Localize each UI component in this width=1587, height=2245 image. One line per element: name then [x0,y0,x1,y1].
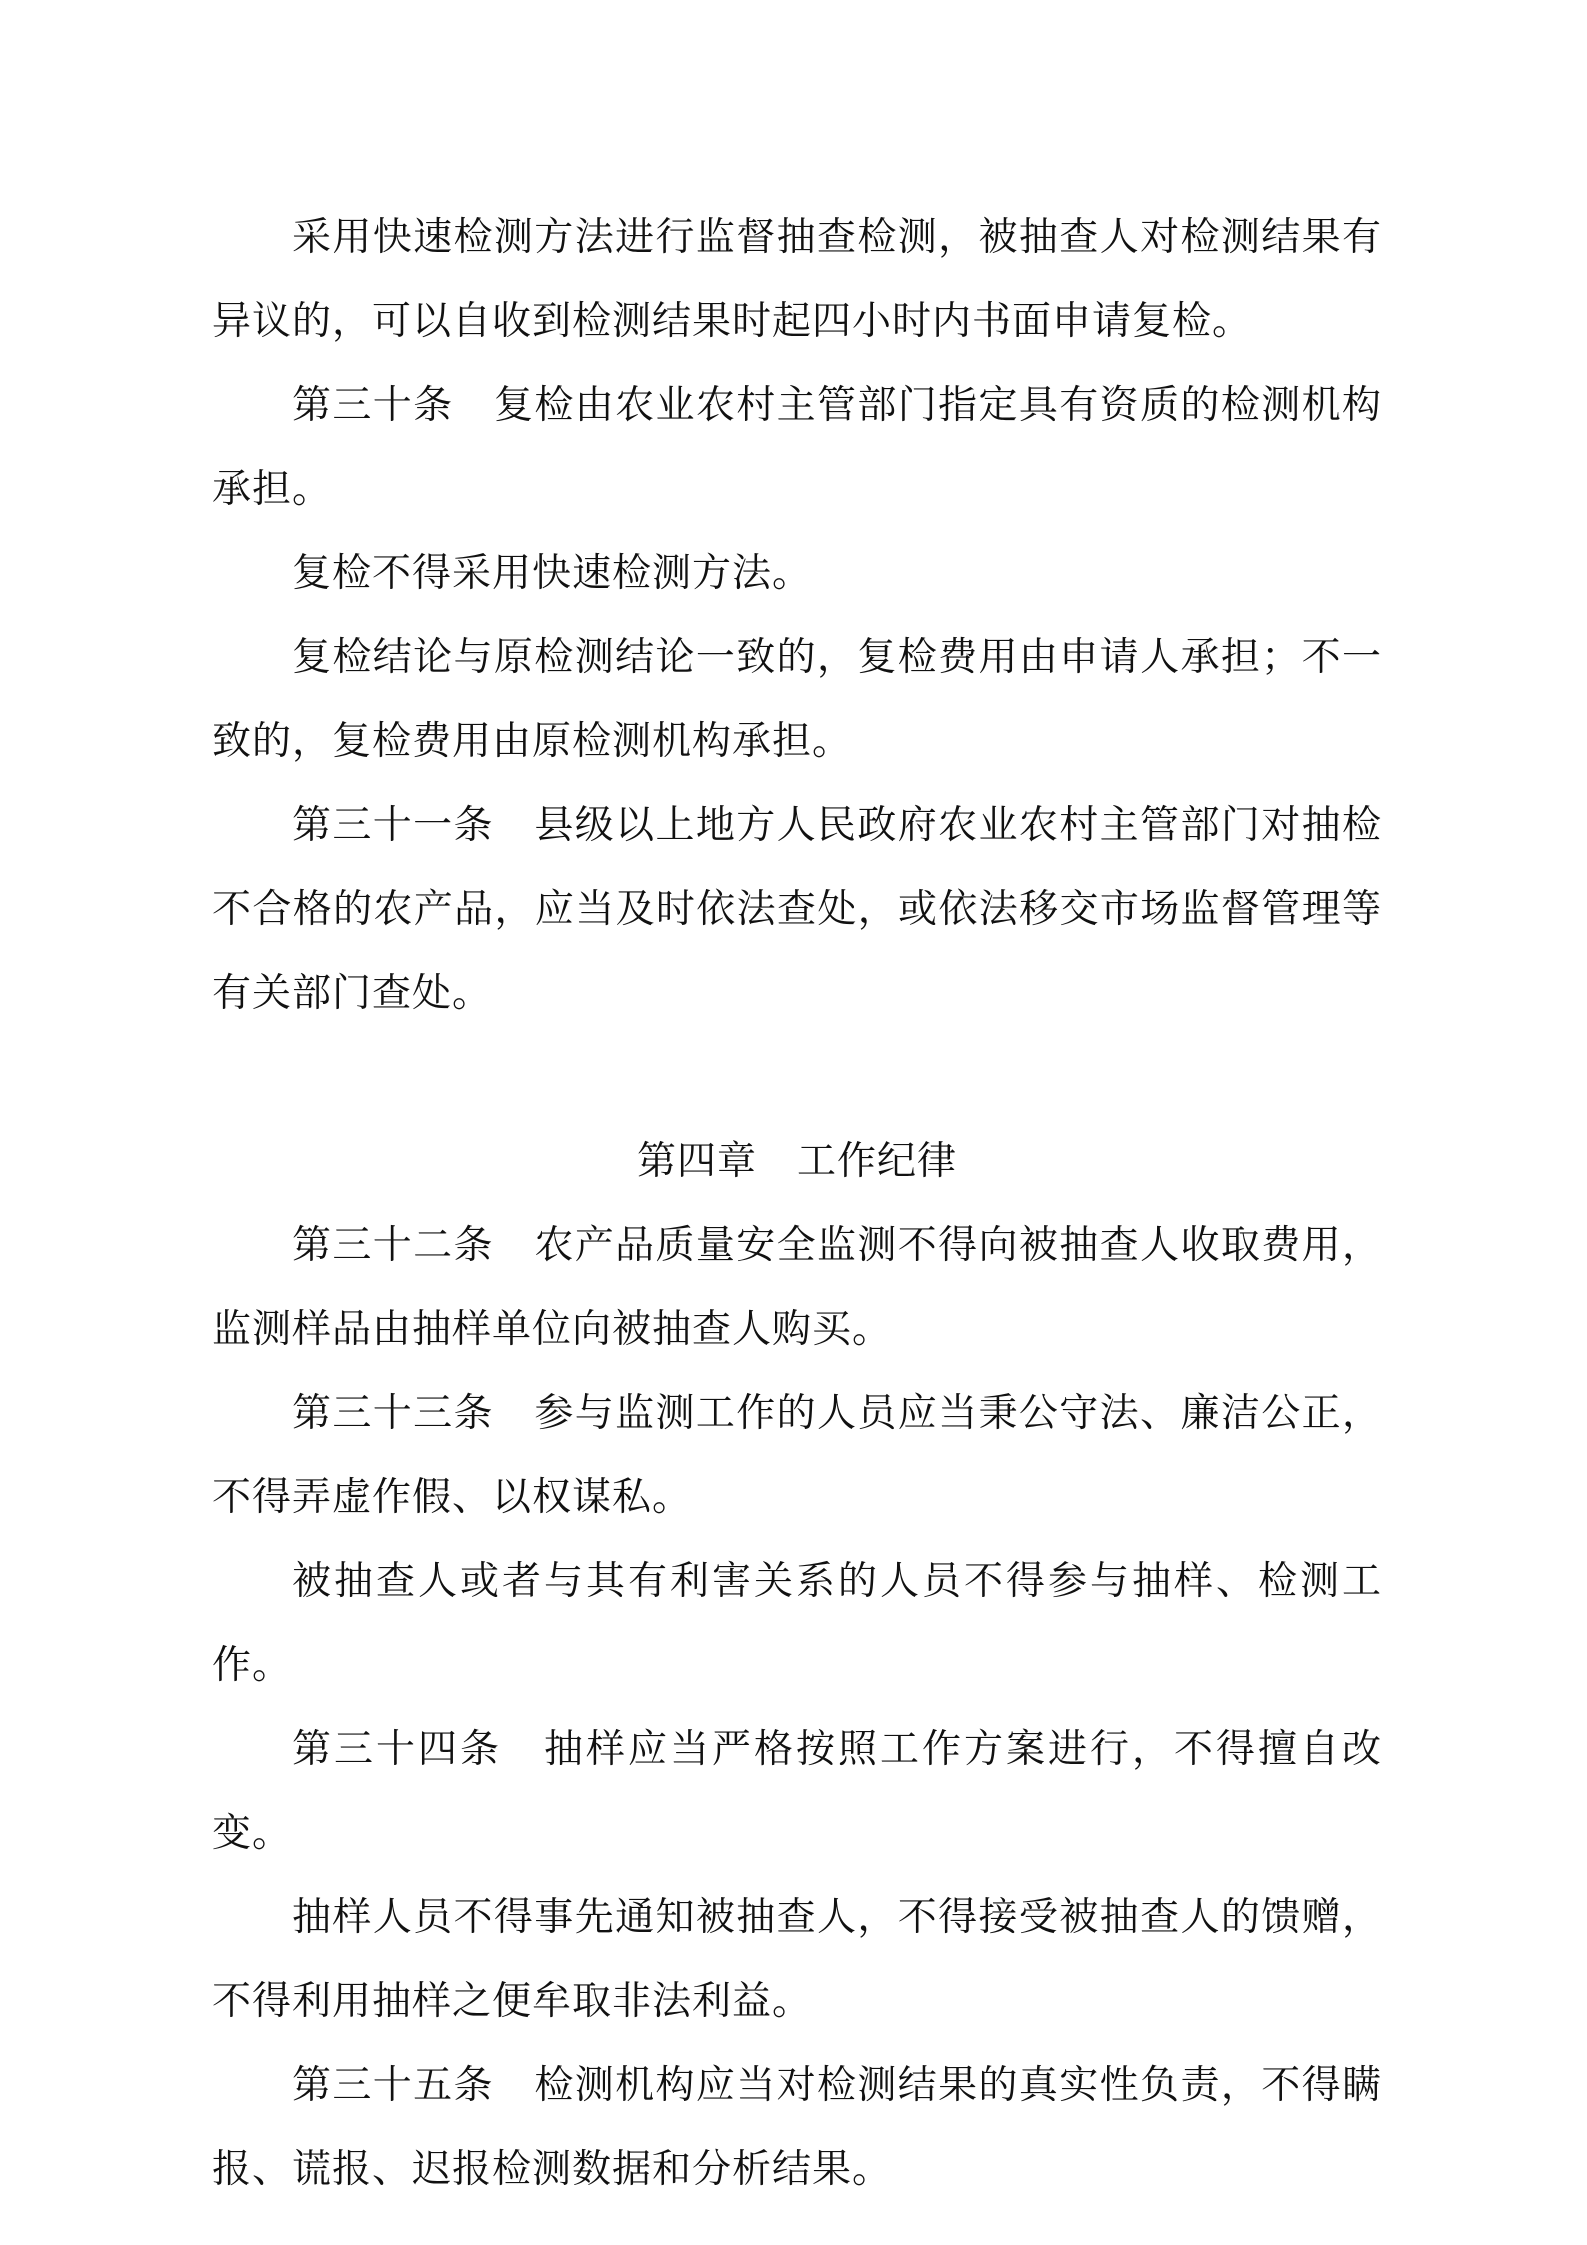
article-number: 第三十一条 [292,803,494,848]
chapter-title: 第四章 工作纪律 [636,1139,957,1184]
paragraph-conflict-of-interest: 被抽查人或者与其有利害关系的人员不得参与抽样、检测工作。 [212,1559,1382,1688]
article-number: 第三十条 [292,383,454,428]
article-number: 第三十四条 [292,1727,502,1772]
article-31 [212,784,1382,1036]
document-body [212,196,1382,2212]
article-text: 参与监测工作的人员应当秉公守法、廉洁公正，不得弄虚作假、以权谋私。 [212,1391,1382,1520]
article-number: 第三十二条 [292,1223,494,1268]
paragraph-rapid-test: 采用快速检测方法进行监督抽查检测，被抽查人对检测结果有异议的，可以自收到检测结果时起四小时内书面申请复检。 [212,215,1382,344]
article-number: 第三十三条 [292,1391,494,1436]
article-text: 检测机构应当对检测结果的真实性负责，不得瞒报、谎报、迟报检测数据和分析结果。 [212,2063,1382,2192]
article-text: 县级以上地方人民政府农业农村主管部门对抽检不合格的农产品，应当及时依法查处，或依法移交市场监督管理等有关部门查处。 [212,803,1382,1016]
article-33 [212,1372,1382,1540]
article-35 [212,2044,1382,2212]
article-text: 农产品质量安全监测不得向被抽查人收取费用，监测样品由抽样单位向被抽查人购买。 [212,1223,1382,1352]
article-number: 第三十五条 [292,2063,494,2108]
paragraph-retest-fee: 复检结论与原检测结论一致的，复检费用由申请人承担；不一致的，复检费用由原检测机构承担。 [212,635,1382,764]
paragraph-retest-method: 复检不得采用快速检测方法。 [292,551,813,596]
article-34 [212,1708,1382,1876]
article-text: 复检由农业农村主管部门指定具有资质的检测机构承担。 [212,383,1382,512]
article-32 [212,1204,1382,1372]
paragraph-sampling-rules: 抽样人员不得事先通知被抽查人，不得接受被抽查人的馈赠，不得利用抽样之便牟取非法利益。 [212,1895,1382,2024]
article-30 [212,364,1382,532]
article-text: 抽样应当严格按照工作方案进行，不得擅自改变。 [212,1727,1382,1856]
